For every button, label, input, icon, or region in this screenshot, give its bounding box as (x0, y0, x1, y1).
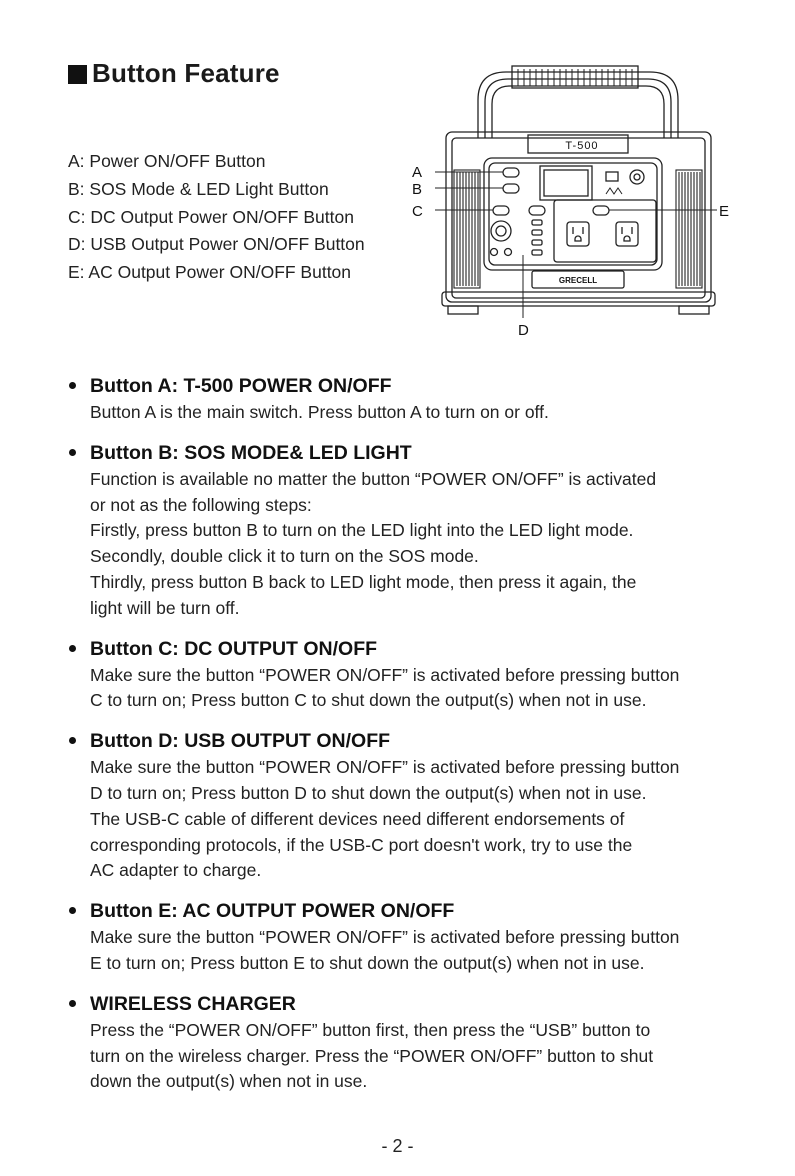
button-descriptions (68, 372, 748, 1095)
usb-port-2 (532, 230, 542, 235)
model-label: T-500 (565, 140, 599, 152)
section-line: The USB-C cable of different devices need different endorsements of (90, 808, 625, 829)
legend-item-a: A: Power ON/OFF Button (68, 151, 266, 171)
button-e-diagram (593, 206, 609, 215)
usb-port-1 (532, 220, 542, 225)
callout-e: E (719, 203, 730, 220)
section-title: Button E: AC OUTPUT POWER ON/OFF (90, 900, 455, 923)
section-line: Make sure the button “POWER ON/OFF” is activated before pressing button (90, 927, 680, 948)
bullet-icon (69, 449, 76, 456)
ac-outlet-2 (616, 222, 638, 246)
section-button-c (68, 635, 748, 715)
usb-port-3 (532, 240, 542, 245)
legend-item-e: E: AC Output Power ON/OFF Button (68, 262, 352, 283)
section-button-a (68, 372, 748, 426)
bullet-icon (69, 645, 76, 652)
section-title: Button A: T-500 POWER ON/OFF (90, 375, 392, 397)
section-button-e (68, 897, 748, 977)
bullet-icon (69, 737, 76, 744)
power-station-diagram (408, 60, 748, 350)
ac-outlet-1 (567, 222, 589, 246)
unit-body (442, 132, 715, 314)
dc-port-1 (491, 249, 498, 256)
section-line: E to turn on; Press button E to shut down the output(s) when not in use. (90, 952, 645, 973)
button-d-diagram (529, 206, 545, 215)
ac-wave-icon (606, 188, 622, 194)
section-wireless-charger (68, 990, 748, 1095)
section-line: Button A is the main switch. Press button A to turn on or off. (90, 402, 549, 422)
section-title: Button C: DC OUTPUT ON/OFF (90, 637, 378, 660)
square-bullet-icon (68, 65, 87, 84)
section-title: Button B: SOS MODE& LED LIGHT (90, 441, 412, 464)
car-socket-port (491, 221, 511, 241)
dc-input-port (630, 170, 644, 184)
handle-illustration (478, 66, 678, 138)
section-line: C to turn on; Press button C to shut down the output(s) when not in use. (90, 690, 647, 711)
section-title: WIRELESS CHARGER (90, 992, 296, 1015)
section-line: or not as the following steps: (90, 494, 312, 515)
button-c-diagram (493, 206, 509, 215)
section-line: light will be turn off. (90, 597, 240, 618)
section-line: Secondly, double click it to turn on the SOS mode. (90, 546, 479, 567)
section-line: Function is available no matter the button “POWER ON/OFF” is activated (90, 468, 657, 489)
legend-item-d: D: USB Output Power ON/OFF Button (68, 234, 365, 255)
section-line: Make sure the button “POWER ON/OFF” is activated before pressing button (90, 757, 680, 778)
section-line: D to turn on; Press button D to shut down the output(s) when not in use. (90, 782, 647, 803)
brand-label: GRECELL (558, 276, 598, 285)
button-b-diagram (503, 184, 519, 193)
page-number: - 2 - (381, 1136, 414, 1156)
section-line: Firstly, press button B to turn on the LED light into the LED light mode. (90, 520, 634, 541)
section-button-b (68, 439, 748, 622)
section-title: Button D: USB OUTPUT ON/OFF (90, 730, 391, 753)
callout-c: C (412, 203, 423, 220)
section-button-d (68, 727, 748, 884)
bullet-icon (69, 1000, 76, 1007)
section-line: AC adapter to charge. (90, 860, 262, 881)
legend-item-b: B: SOS Mode & LED Light Button (68, 178, 329, 199)
section-line: down the output(s) when not in use. (90, 1071, 368, 1092)
bullet-icon (69, 907, 76, 914)
section-line: Thirdly, press button B back to LED light mode, then press it again, the (90, 571, 637, 592)
ac-panel (554, 200, 656, 262)
section-line: Press the “POWER ON/OFF” button first, then press the “USB” button to (90, 1019, 651, 1040)
legend-item-c: C: DC Output Power ON/OFF Button (68, 206, 354, 227)
section-line: Make sure the button “POWER ON/OFF” is activated before pressing button (90, 664, 680, 685)
button-legend (68, 148, 365, 287)
section-line: turn on the wireless charger. Press the “POWER ON/OFF” button to shut (90, 1045, 654, 1066)
button-a-diagram (503, 168, 519, 177)
usb-c-port (532, 250, 542, 255)
indicator-icon (606, 172, 618, 181)
section-line: corresponding protocols, if the USB-C port doesn't work, try to use the (90, 834, 633, 855)
callout-d: D (518, 322, 529, 339)
page-title-text: Button Feature (92, 58, 280, 88)
callout-a: A (412, 164, 423, 181)
page-title (68, 58, 280, 89)
bullet-icon (69, 382, 76, 389)
lcd-display (540, 166, 592, 200)
dc-port-2 (505, 249, 512, 256)
callout-b: B (412, 181, 423, 198)
